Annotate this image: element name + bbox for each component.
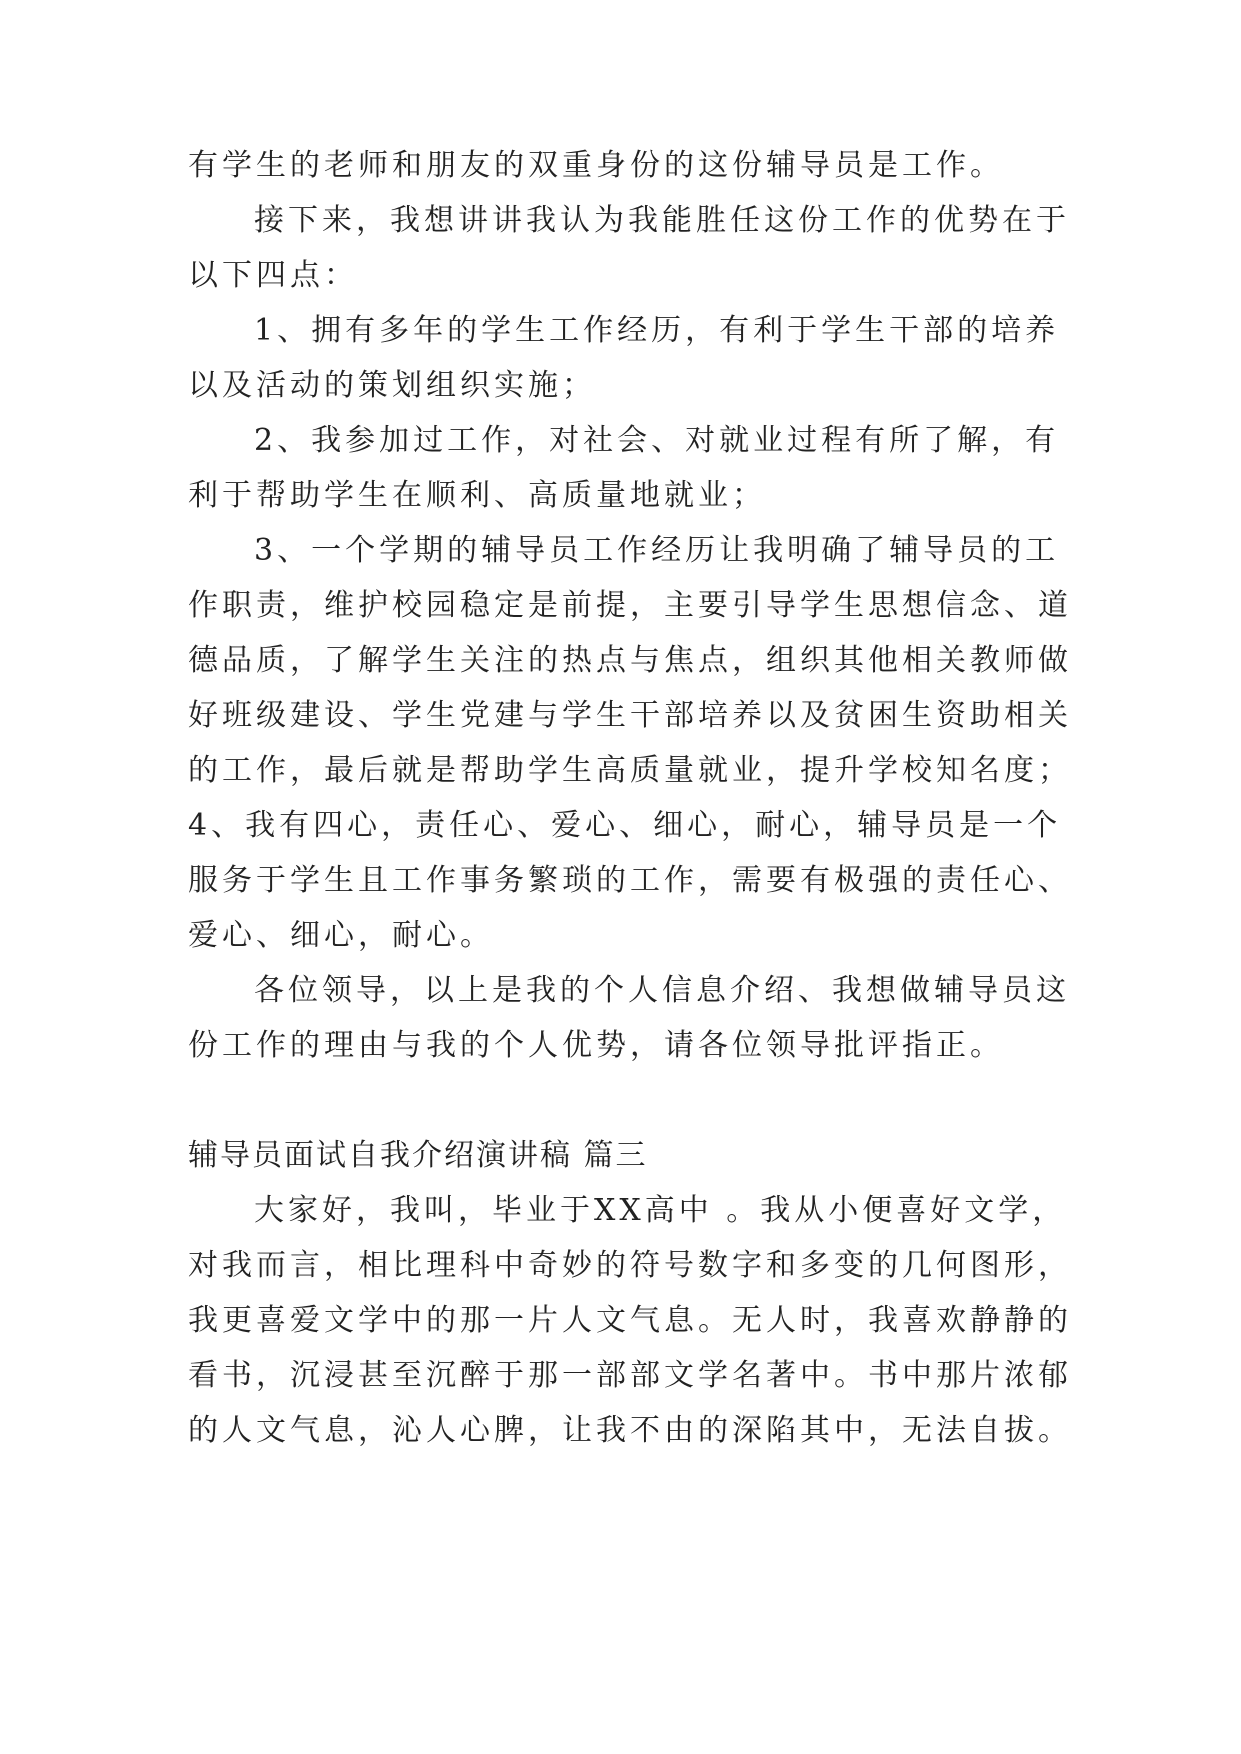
paragraph-first-line: 各位领导，以上是我的个人信息介绍、我想做辅导员这	[254, 973, 1070, 1008]
body-text-line: 份工作的理由与我的个人优势，请各位领导批评指正。	[188, 1028, 1004, 1063]
list-item-4-line: 服务于学生且工作事务繁琐的工作，需要有极强的责任心、	[188, 863, 1072, 898]
list-item-2-line: 2、我参加过工作，对社会、对就业过程有所了解，有	[254, 423, 1060, 458]
list-item-3-line: 好班级建设、学生党建与学生干部培养以及贫困生资助相关	[188, 698, 1072, 733]
body-text-line: 对我而言，相比理科中奇妙的符号数字和多变的几何图形，	[188, 1248, 1072, 1283]
list-item-3-line: 3、一个学期的辅导员工作经历让我明确了辅导员的工	[254, 533, 1060, 568]
paragraph-first-line: 接下来，我想讲讲我认为我能胜任这份工作的优势在于	[254, 203, 1070, 238]
list-item-4-line: 爱心、细心，耐心。	[188, 918, 494, 953]
list-item-3-line: 作职责，维护校园稳定是前提，主要引导学生思想信念、道	[188, 588, 1072, 623]
section-heading: 辅导员面试自我介绍演讲稿 篇三	[188, 1138, 648, 1173]
list-item-1-line: 以及活动的策划组织实施；	[188, 368, 596, 403]
list-item-3-line: 德品质，了解学生关注的热点与焦点，组织其他相关教师做	[188, 643, 1072, 678]
list-item-1-line: 1、拥有多年的学生工作经历，有利于学生干部的培养	[254, 313, 1060, 348]
body-text-line: 我更喜爱文学中的那一片人文气息。无人时，我喜欢静静的	[188, 1303, 1072, 1338]
body-text-line: 看书，沉浸甚至沉醉于那一部部文学名著中。书中那片浓郁	[188, 1358, 1072, 1393]
list-item-4-line: 4、我有四心，责任心、爱心、细心，耐心，辅导员是一个	[188, 808, 1062, 843]
body-text-line: 以下四点：	[188, 258, 358, 293]
body-text-line: 有学生的老师和朋友的双重身份的这份辅导员是工作。	[188, 148, 1004, 183]
paragraph-first-line: 大家好，我叫，毕业于XX高中 。我从小便喜好文学，	[254, 1193, 1067, 1228]
list-item-2-line: 利于帮助学生在顺利、高质量地就业；	[188, 478, 766, 513]
list-item-3-line: 的工作，最后就是帮助学生高质量就业，提升学校知名度；	[188, 753, 1072, 788]
body-text-line: 的人文气息，沁人心脾，让我不由的深陷其中，无法自拔。	[188, 1413, 1072, 1448]
